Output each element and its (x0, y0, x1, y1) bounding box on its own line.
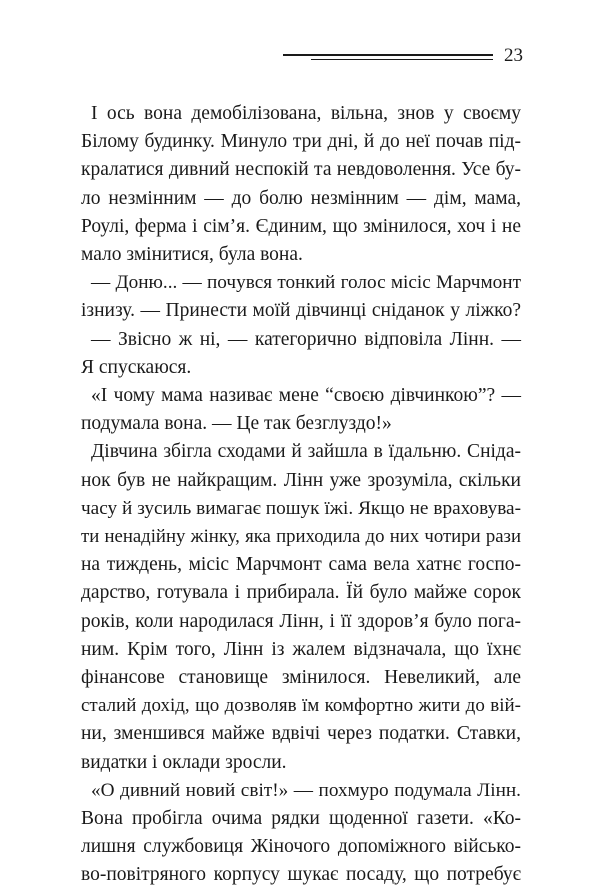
header-rule-thick (283, 54, 493, 56)
text-line: нок був не найкращим. Лінн уже зрозуміла, скільки (81, 469, 521, 491)
body-text (81, 100, 521, 890)
header-rule-thin (311, 59, 493, 60)
text-line: ло незмінним — до болю незмінним — дім, мама, (81, 187, 521, 209)
text-line: Дівчина збігла сходами й зайшла в їдальню. Сніда- (91, 441, 521, 463)
text-line: на тиждень, місіс Марчмонт сама вела хатнє госпо- (81, 554, 521, 576)
running-header (283, 44, 523, 68)
text-line: кралатися дивний неспокій та невдоволення. Усе бу- (81, 159, 521, 181)
text-line: во-повітряного корпусу шукає посаду, що потребує (81, 864, 521, 886)
text-line: ним. Крім того, Лінн із жалем відзначала, що їхнє (81, 638, 521, 660)
text-line: фінансове становище змінилося. Невеликий, але (81, 667, 521, 689)
text-line: — Звісно ж ні, — категорично відповіла Лінн. — (91, 328, 521, 350)
text-line: сталий дохід, що дозволяв їм комфортно жити до вій- (81, 695, 521, 717)
text-line: часу й зусиль вимагає пошук їжі. Якщо не враховува- (81, 497, 521, 519)
text-line: «О дивний новий світ!» — похмуро подумала Лінн. (91, 779, 521, 801)
text-line: років, коли народилася Лінн, і її здоров’я було пога- (81, 610, 521, 632)
text-line: Білому будинку. Минуло три дні, й до неї почав під- (81, 131, 521, 153)
text-line: ни, зменшився майже вдвічі через податки. Ставки, (81, 723, 521, 745)
text-line: дарство, готувала і прибирала. Їй було майже сорок (81, 582, 521, 604)
text-line: І ось вона демобілізована, вільна, знов у своєму (91, 103, 521, 124)
text-line: ти ненадійну жінку, яка приходила до них чотири рази (81, 526, 521, 548)
page-number: 23 (504, 45, 523, 66)
text-line: видатки і оклади зросли. (81, 751, 287, 773)
text-line: ізнизу. — Принести моїй дівчинці сніданок у ліжко? (81, 300, 521, 322)
text-line: Вона пробігла очима рядки щоденної газети. «Ко- (81, 808, 521, 830)
text-line: Я спускаюся. (81, 356, 192, 378)
text-line: — Доню... — почувся тонкий голос місіс Марчмонт (91, 272, 521, 294)
text-line: Роулі, ферма і сім’я. Єдиним, що змінилося, хоч і не (81, 215, 521, 237)
text-line: лишня службовиця Жіночого допоміжного військо- (81, 836, 521, 858)
text-line: «І чому мама називає мене “своєю дівчинкою”? — (91, 385, 521, 407)
text-line: мало змінитися, була вона. (81, 244, 303, 266)
text-line: подумала вона. — Це так безглуздо!» (81, 413, 392, 435)
